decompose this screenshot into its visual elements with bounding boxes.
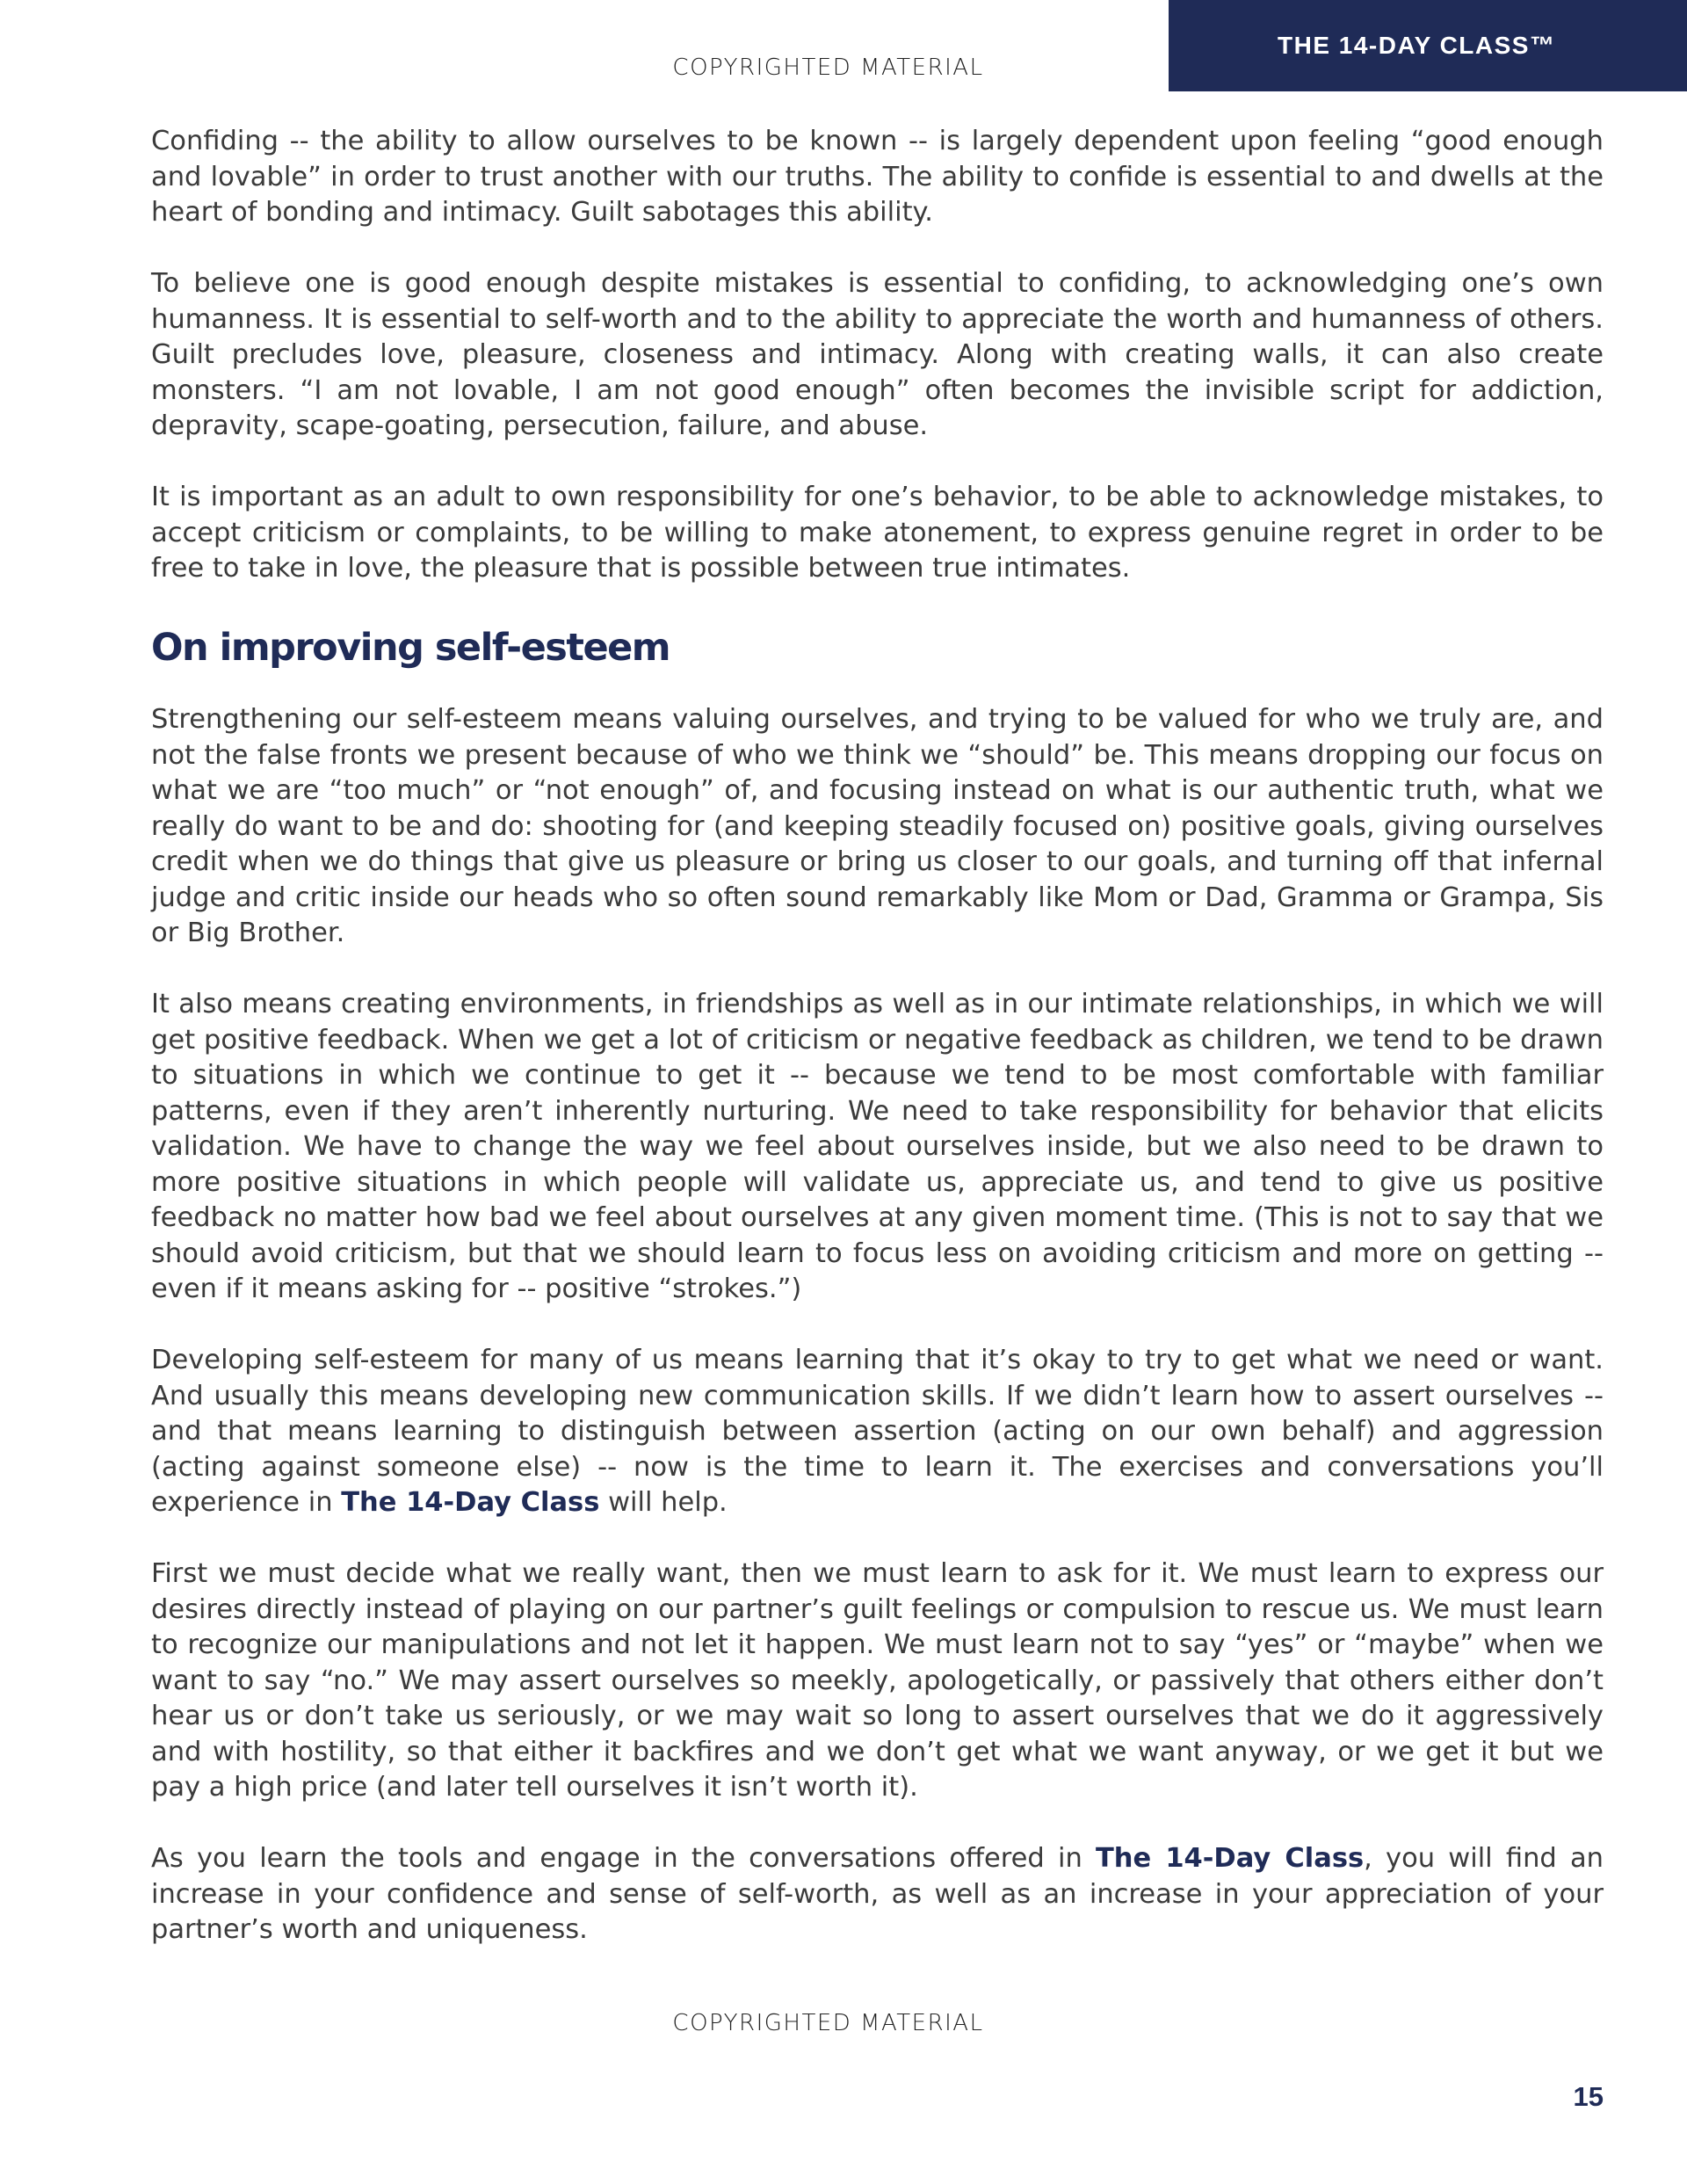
paragraph-good-enough: To believe one is good enough despite mistakes is essential to confiding, to acknowledging one’s own humanness. It is essential to self-worth and to the ability to appreciate the worth and humanness of others. Guilt precludes love, pleasure, closeness and intimacy. Along with creating walls, it can also create monsters. “I am not lovable, I am not good enough” often becomes the invisible script for addiction, depravity, scape-goating, persecution, failure, and abuse.: [151, 268, 1604, 441]
paragraph-environments: It also means creating environments, in friendships as well as in our intimate relationships, in which we will get positive feedback. When we get a lot of criticism or negative feedback as children, we tend to be drawn to situations in which we continue to get it -- because we tend to be most comfortable with familiar patterns, even if they aren’t inherently nurturing. We need to take responsibility for behavior that elicits validation. We have to change the way we feel about ourselves inside, but we also need to be drawn to more positive situations in which people will validate us, appreciate us, and tend to give us positive feedback no matter how bad we feel about ourselves at any given moment time. (This is not to say that we should avoid criticism, but that we should learn to focus less on avoiding criticism and more on getting -- even if it means asking for -- positive “strokes.”): [151, 989, 1604, 1304]
paragraph-responsibility: It is important as an adult to own responsibility for one’s behavior, to be able to acknowledge mistakes, to accept criticism or complaints, to be willing to make atonement, to express genuine regret in order to be free to take in love, the pleasure that is possible between true intimates.: [151, 482, 1604, 584]
section-heading-self-esteem: On improving self-esteem: [151, 626, 670, 670]
brand-name: The 14-Day Class: [341, 1487, 600, 1518]
paragraph-developing: [151, 1343, 1604, 1521]
paragraph-strengthening: Strengthening our self-esteem means valuing ourselves, and trying to be valued for who we truly are, and not the false fronts we present because of who we think we “should” be. This means dropping our focus on what we are “too much” or “not enough” of, and focusing instead on what is our authentic truth, what we really do want to be and do: shooting for (and keeping steadily focused on) positive goals, giving ourselves credit when we do things that give us pleasure or bring us closer to our goals, and turning off that infernal judge and critic inside our heads who so often sound remarkably like Mom or Dad, Gramma or Grampa, Sis or Big Brother.: [151, 704, 1604, 948]
page-content: [151, 124, 1604, 1984]
copyright-notice-top: COPYRIGHTED MATERIAL: [672, 54, 984, 81]
paragraph-tools-text: As you learn the tools and engage in the conversations offered in: [151, 1843, 1096, 1874]
copyright-notice-bottom: COPYRIGHTED MATERIAL: [672, 2010, 984, 2036]
paragraph-tools-end: , you will find an increase in your confidence and sense of self-worth, as well as an increase in your appreciation of your partner’s worth and uniqueness.: [151, 1843, 1604, 1945]
header-banner: THE 14-DAY CLASS™: [1169, 0, 1687, 91]
paragraph-first-decide: First we must decide what we really want, then we must learn to ask for it. We must learn to express our desires directly instead of playing on our partner’s guilt feelings or compulsion to rescue us. We must learn to recognize our manipulations and not let it happen. We must learn not to say “yes” or “maybe” when we want to say “no.” We may assert ourselves so meekly, apologetically, or passively that others either don’t hear us or don’t take us seriously, or we may wait so long to assert ourselves that we do it aggressively and with hostility, so that either it backfires and we don’t get what we want anyway, or we get it but we pay a high price (and later tell ourselves it isn’t worth it).: [151, 1558, 1604, 1803]
page-number: 15: [1573, 2081, 1604, 2112]
paragraph-confiding: Confiding -- the ability to allow ourselves to be known -- is largely dependent upon feeling “good enough and lovable” in order to trust another with our truths. The ability to confide is essential to and dwells at the heart of bonding and intimacy. Guilt sabotages this ability.: [151, 126, 1604, 228]
paragraph-tools: [151, 1841, 1604, 1948]
brand-name: The 14-Day Class: [1096, 1843, 1365, 1874]
paragraph-developing-end: will help.: [599, 1487, 728, 1518]
paragraph-developing-text: Developing self-esteem for many of us means learning that it’s okay to try to get what we need or want. And usually this means developing new communication skills. If we didn’t learn how to assert ourselves -- and that means learning to distinguish between assertion (acting on our own behalf) and aggression (acting against someone else) -- now is the time to learn it. The exercises and conversations you’ll experience in: [151, 1345, 1604, 1518]
